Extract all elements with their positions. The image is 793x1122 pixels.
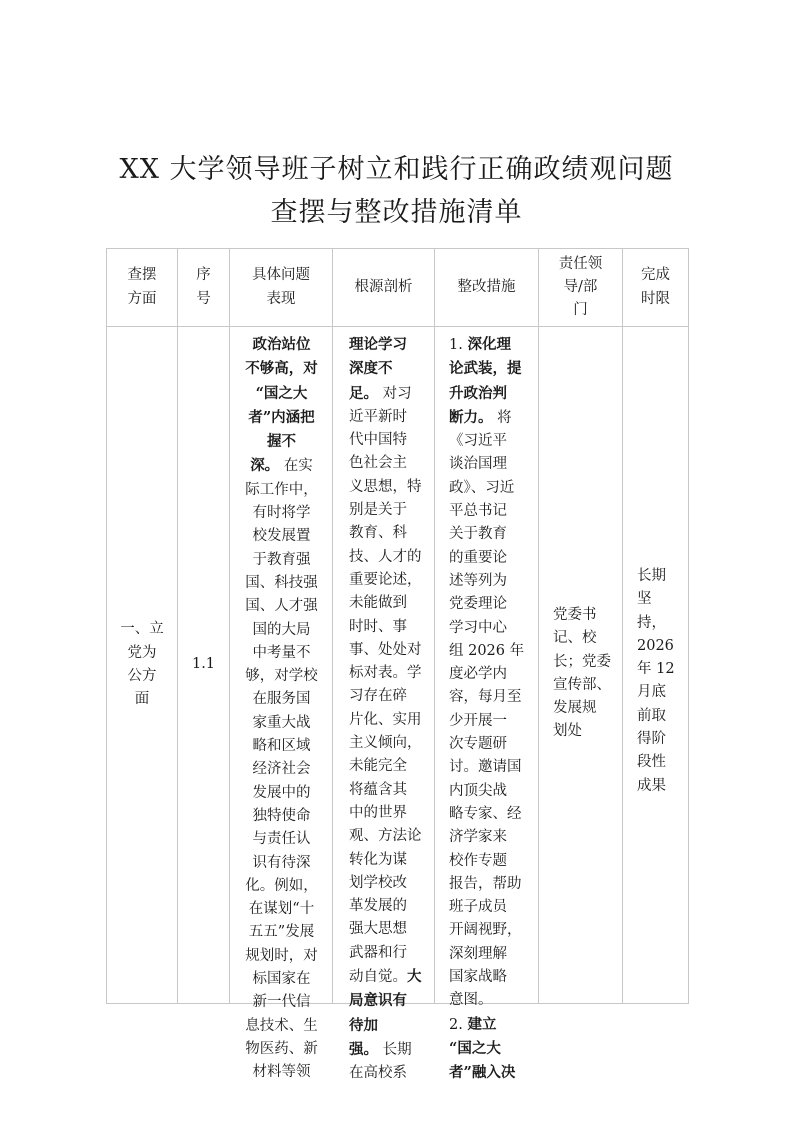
cell-problem bbox=[230, 327, 333, 1081]
header-number: 序 号 bbox=[178, 249, 230, 327]
document-title-line2: 查摆与整改措施清单 bbox=[270, 197, 523, 228]
measure-body-1: 将 《习近平 谈治国理 政》、习近 平总书记 关于教育 的重要论 述等列为 党委理论 学习中心 组 2026 年 度必学内 容，每月至 少开展一 次专题研 讨。邀请国 内顶尖战 略专家、经 济学家来 校作专题 报告，帮助 班子成员 开阔视野， 深刻理解 国家战略 意图。 bbox=[449, 409, 525, 1009]
row-number: 1.1 bbox=[191, 656, 216, 673]
header-problem: 具体问题 表现 bbox=[230, 249, 333, 327]
cell-aspect bbox=[107, 327, 178, 1004]
cell-measures bbox=[435, 327, 539, 1082]
table-header-row bbox=[107, 249, 689, 327]
aspect-text: 一、立 党为 公方 面 bbox=[120, 621, 164, 708]
deadline-text: 长期 坚 持， 2026 年 12 月底 前取 得阶 段性 成果 bbox=[637, 568, 675, 794]
responsible-text: 党委书 记、校 长；党委 宣传部、 发展规 划处 bbox=[553, 607, 611, 740]
header-measures: 整改措施 bbox=[435, 249, 539, 327]
header-responsible: 责任领 导/部 门 bbox=[539, 249, 623, 327]
header-aspect: 查摆 方面 bbox=[107, 249, 178, 327]
cause-body-1: 对习 近平新时 代中国特 色社会主 义思想，特 别是关于 教育、科 技、人才的 重要论述， 未能做到 时时、事 事、处处对 标对表。学 习存在碎 片化、实用 主义倾向， 未能完全 将蕴含其 中的世界 观、方法论 转化为谋 划学校改 革发展的 强大思想 武器和行 动自觉。 bbox=[349, 385, 422, 986]
measure-heading-1: 深化理 论武装，提 升政治判 断力。 bbox=[449, 336, 522, 426]
header-deadline: 完成 时限 bbox=[623, 249, 689, 327]
cell-root-cause bbox=[333, 327, 435, 1082]
cell-number bbox=[178, 327, 230, 1004]
cause-heading-2: 大 局意识有 待加 强。 bbox=[349, 968, 422, 1058]
problem-body: 在实 际工作中， 有时将学 校发展置 于教育强 国、科技强 国、人才强 国的大局 中考量不 够，对学校 在服务国 家重大战 略和区域 经济社会 发展中的 独特使命 与责任认 识有待深 化。例如， 在谋划“十 五五”发展 规划时，对 标国家在 新一代信 息技术、生 物医药、新 材料等领 bbox=[245, 458, 318, 1081]
document-title-line1: XX 大学领导班子树立和践行正确政绩观问题 bbox=[119, 154, 674, 185]
measure-number-1: 1. bbox=[449, 337, 468, 353]
rectification-table bbox=[106, 248, 689, 1082]
cause-heading-1: 理论学习 深度不 足。 bbox=[349, 336, 407, 402]
measure-heading-2: 建立 “国之大 者”融入决 bbox=[449, 1015, 516, 1082]
cell-deadline bbox=[623, 327, 689, 1004]
measure-number-2: 2. bbox=[449, 1016, 468, 1033]
cell-responsible bbox=[539, 327, 623, 1004]
cause-body-2: 长期 在高校系 bbox=[349, 1041, 412, 1082]
problem-heading: 政治站位 不够高，对 “国之大 者”内涵把 握不 深。 bbox=[245, 336, 318, 475]
header-root-cause: 根源剖析 bbox=[333, 249, 435, 327]
table-row bbox=[107, 327, 689, 1004]
